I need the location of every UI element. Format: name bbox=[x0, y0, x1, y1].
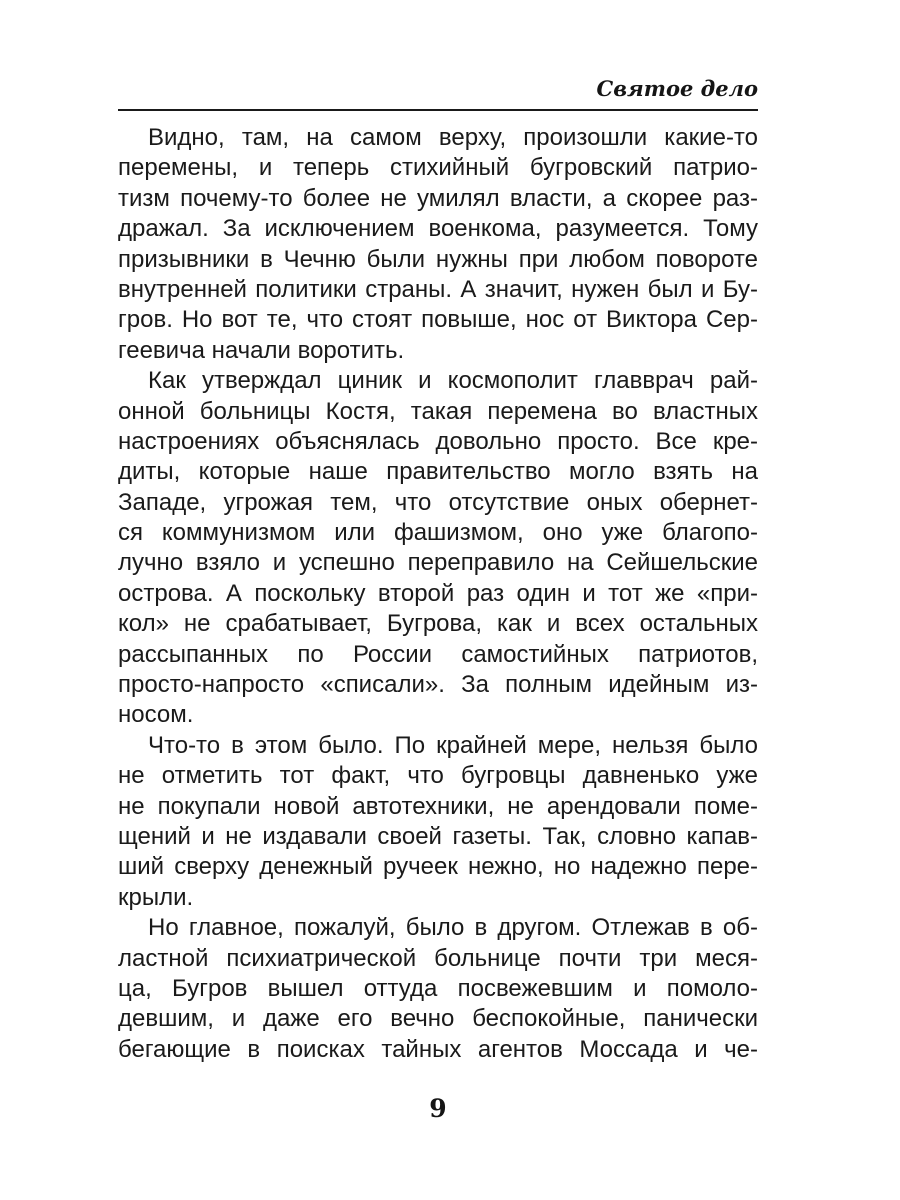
text-line: острова. А поскольку второй раз один и тот же «при- bbox=[118, 579, 758, 607]
body-text bbox=[118, 123, 758, 1065]
text-line: ший сверху денежный ручеек нежно, но надежно пере- bbox=[118, 853, 758, 881]
text-line: настроениях объяснялась довольно просто. Все кре- bbox=[118, 427, 758, 455]
text-line: Но главное, пожалуй, было в другом. Отлежав в об- bbox=[148, 914, 758, 942]
text-line: бегающие в поисках тайных агентов Моссада и че- bbox=[118, 1035, 758, 1063]
text-line: не отметить тот факт, что бугровцы давненько уже bbox=[118, 762, 758, 790]
text-line: не покупали новой автотехники, не арендовали поме- bbox=[118, 792, 758, 820]
text-line: тизм почему-то более не умилял власти, а скорее раз- bbox=[118, 184, 758, 212]
text-line: крыли. bbox=[118, 883, 194, 911]
text-line: внутренней политики страны. А значит, нужен был и Бу- bbox=[118, 275, 758, 303]
text-line: диты, которые наше правительство могло взять на bbox=[118, 458, 758, 486]
text-line: ца, Бугров вышел оттуда посвежевшим и помоло- bbox=[118, 974, 758, 1002]
text-line: кол» не срабатывает, Бугрова, как и всех остальных bbox=[118, 610, 758, 638]
running-title: Святое дело bbox=[596, 76, 758, 101]
text-line: носом. bbox=[118, 701, 194, 729]
page-number: 9 bbox=[429, 1094, 447, 1123]
header-rule bbox=[118, 109, 758, 111]
text-line: щений и не издавали своей газеты. Так, словно капав- bbox=[118, 822, 758, 850]
text-line: геевича начали воротить. bbox=[118, 336, 405, 364]
text-line: призывники в Чечню были нужны при любом повороте bbox=[118, 245, 758, 273]
text-line: девшим, и даже его вечно беспокойные, панически bbox=[118, 1005, 758, 1033]
text-line: ся коммунизмом или фашизмом, оно уже благопо- bbox=[118, 519, 758, 547]
text-line: просто-напросто «списали». За полным идейным из- bbox=[118, 671, 758, 699]
text-line: Как утверждал циник и космополит главврач рай- bbox=[148, 367, 758, 395]
text-line: Западе, угрожая тем, что отсутствие оных обернет- bbox=[118, 488, 758, 516]
text-line: перемены, и теперь стихийный бугровский патрио- bbox=[118, 154, 758, 182]
text-line: дражал. За исключением военкома, разумеется. Тому bbox=[118, 215, 758, 243]
text-line: Видно, там, на самом верху, произошли какие-то bbox=[148, 124, 758, 151]
text-line: онной больницы Костя, такая перемена во властных bbox=[118, 397, 758, 425]
text-line: гров. Но вот те, что стоят повыше, нос от Виктора Сер- bbox=[118, 306, 758, 334]
text-line: Что-то в этом было. По крайней мере, нельзя было bbox=[148, 731, 758, 759]
text-line: ластной психиатрической больнице почти три меся- bbox=[118, 944, 758, 972]
text-line: рассыпанных по России самостийных патриотов, bbox=[118, 640, 758, 668]
text-line: лучно взяло и успешно переправило на Сейшельские bbox=[118, 549, 758, 577]
